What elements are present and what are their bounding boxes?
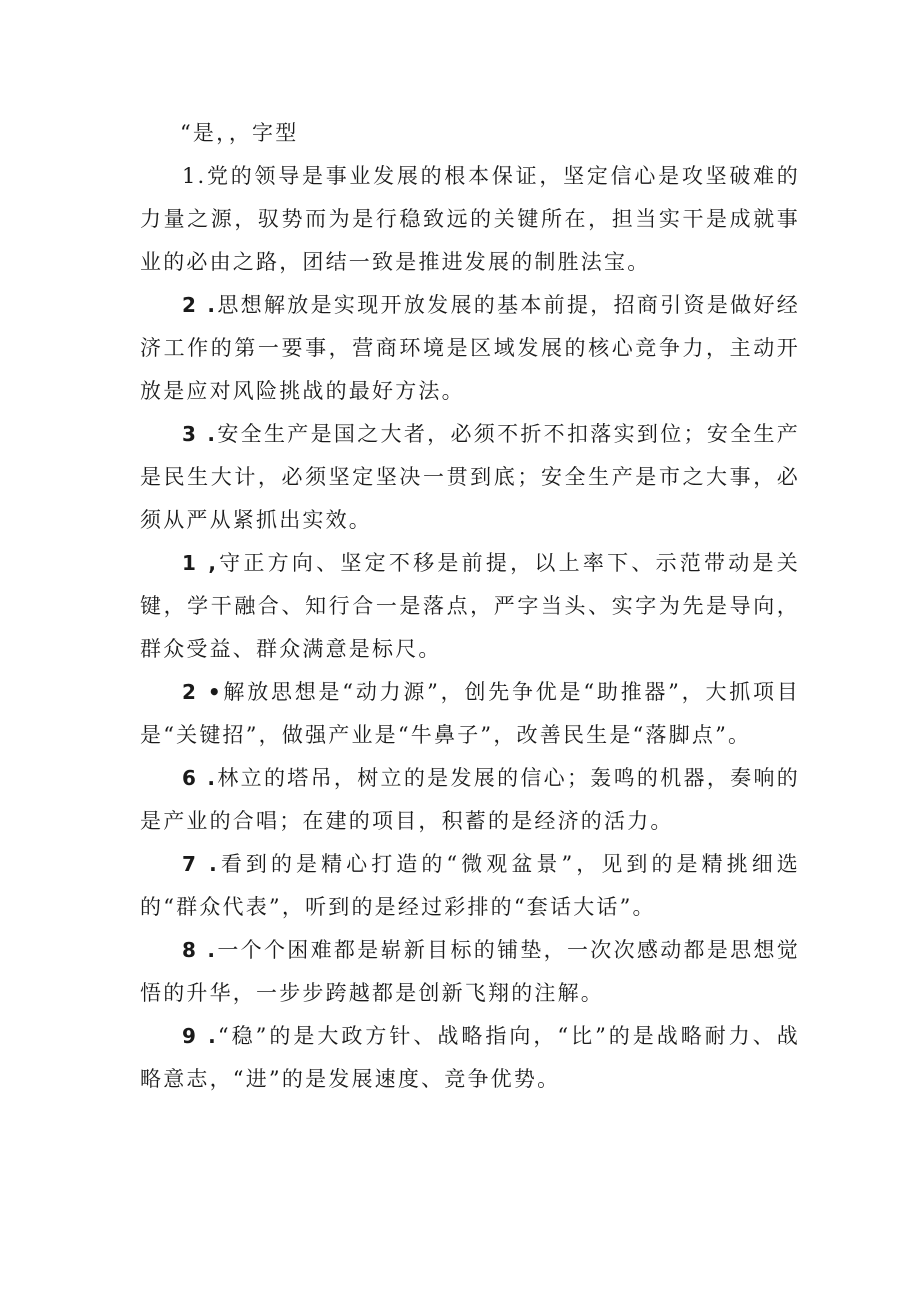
paragraph-number: 2 • (182, 680, 223, 704)
paragraph-text: 党的领导是事业发展的根本保证，坚定信心是攻坚破难的力量之源，驭势而为是行稳致远的关键所在，担当实干是成就事业的必由之路，团结一致是推进发展的制胜法宝。 (140, 164, 800, 274)
paragraph-number: 2 . (182, 293, 218, 317)
paragraph-text: 守正方向、坚定不移是前提，以上率下、示范带动是关键，学干融合、知行合一是落点，严字当头、实字为先是导向，群众受益、群众满意是标尺。 (140, 551, 800, 661)
document-heading: “是，，字型 (180, 121, 299, 145)
paragraph-6 (140, 757, 800, 843)
paragraph-text: 看到的是精心打造的“微观盆景”，见到的是精挑细选的“群众代表”，听到的是经过彩排的“套话大话”。 (140, 852, 800, 919)
paragraph-number: 6 . (182, 766, 218, 790)
paragraph-4 (140, 542, 800, 671)
paragraph-number: 9 . (182, 1024, 218, 1048)
paragraph-text: 思想解放是实现开放发展的基本前提，招商引资是做好经济工作的第一要事，营商环境是区域发展的核心竞争力，主动开放是应对风险挑战的最好方法。 (140, 293, 801, 403)
paragraph-number: 7 . (182, 852, 219, 876)
paragraph-1 (140, 155, 800, 284)
paragraph-7 (140, 843, 800, 929)
paragraph-2 (140, 284, 800, 413)
paragraph-5 (140, 671, 800, 757)
paragraph-number: 8 . (182, 938, 218, 962)
paragraph-number: 1. (182, 164, 207, 188)
document-body (140, 112, 800, 1101)
paragraph-9 (140, 1015, 800, 1101)
paragraph-text: 林立的塔吊，树立的是发展的信心；轰鸣的机器，奏响的是产业的合唱；在建的项目，积蓄的是经济的活力。 (140, 766, 801, 833)
paragraph-text: “稳”的是大政方针、战略指向，“比”的是战略耐力、战略意志，“进”的是发展速度、竞争优势。 (140, 1024, 800, 1091)
paragraph-8 (140, 929, 800, 1015)
paragraph-number: 1 , (182, 551, 219, 575)
paragraph-text: 解放思想是“动力源”，创先争优是“助推器”，大抓项目是“关键招”，做强产业是“牛鼻子”，改善民生是“落脚点”。 (140, 680, 800, 747)
paragraph-text: 一个个困难都是崭新目标的铺垫，一次次感动都是思想觉悟的升华，一步步跨越都是创新飞翔的注解。 (140, 938, 801, 1005)
paragraph-number: 3 . (182, 422, 218, 446)
paragraph-3 (140, 413, 800, 542)
paragraph-text: 安全生产是国之大者，必须不折不扣落实到位；安全生产是民生大计，必须坚定坚决一贯到底；安全生产是市之大事，必须从严从紧抓出实效。 (140, 422, 801, 532)
